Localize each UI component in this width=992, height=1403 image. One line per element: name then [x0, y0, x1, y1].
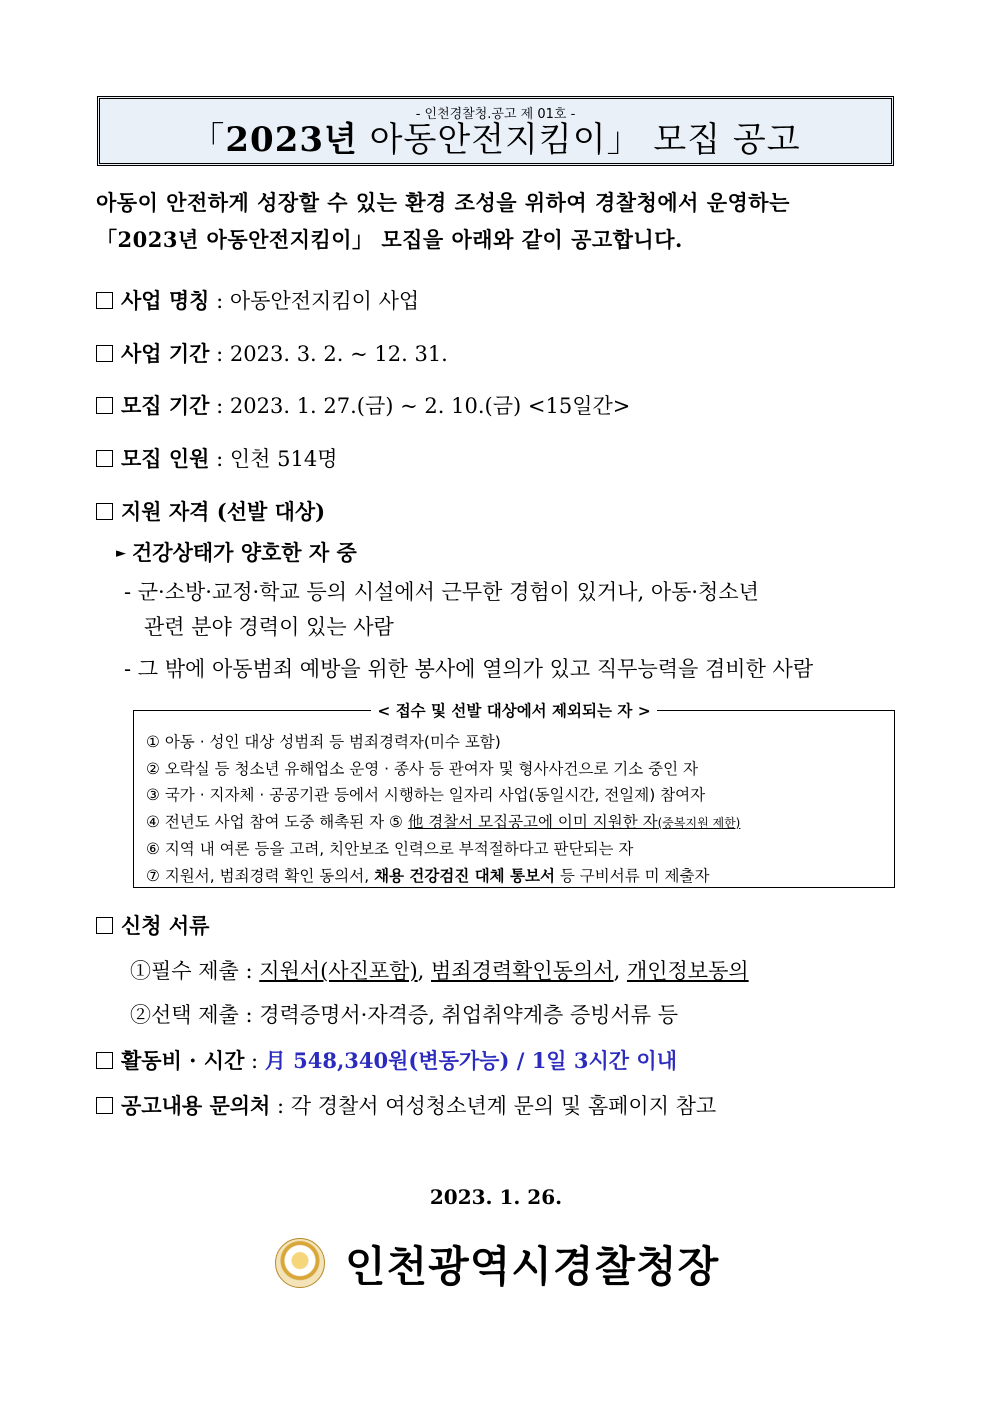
notice-date: 2023. 1. 26.: [429, 1185, 563, 1209]
exclusion-box: [133, 702, 895, 888]
checkbox-icon: [96, 345, 113, 362]
notice-number: - 인천경찰청.공고 제 01호 -: [415, 107, 576, 122]
intro-paragraph: 아동이 안전하게 성장할 수 있는 환경 조성을 위하여 경찰청에서 운영하는 「2023년 아동안전지킴이」 모집을 아래와 같이 공고합니다.: [96, 190, 790, 252]
exclusion-row: ② 오락실 등 청소년 유해업소 운영 · 종사 등 관여자 및 형사사건으로 기소 중인 자: [146, 759, 698, 778]
required-documents: ①필수 제출 : 지원서(사진포함), 범죄경력확인동의서, 개인정보동의: [130, 959, 749, 983]
checkbox-icon: [96, 450, 113, 467]
checkbox-icon: [96, 1097, 113, 1114]
triangle-bullet-icon: ►: [116, 546, 126, 561]
issuer-signature: [275, 1232, 725, 1294]
exclusion-row: ⑥ 지역 내 여론 등을 고려, 치안보조 인력으로 부적절하다고 판단되는 자: [146, 840, 634, 858]
checkbox-icon: [96, 397, 113, 414]
checkbox-icon: [96, 1052, 113, 1069]
qualification-bullet-2: - 그 밖에 아동범죄 예방을 위한 봉사에 열의가 있고 직무능력을 겸비한 사람: [124, 657, 814, 681]
qualification-bullet-1: - 군·소방·교정·학교 등의 시설에서 근무한 경험이 있거나, 아동·청소년 관련 분야 경력이 있는 사람: [124, 580, 759, 639]
page-title: 「2023년 아동안전지킴이」 모집 공고: [190, 120, 801, 160]
exclusion-header: < 접수 및 선발 대상에서 제외되는 자 >: [371, 702, 656, 720]
documents-item: 신청 서류: [96, 910, 209, 940]
checkbox-icon: [96, 292, 113, 309]
exclusion-row: ⑦ 지원서, 범죄경력 확인 동의서, 채용 건강검진 대체 통보서 등 구비서류 미 제출자: [146, 866, 710, 885]
recruit-period-item: 모집 기간 : 2023. 1. 27.(금) ~ 2. 10.(금) <15일간>: [96, 390, 630, 420]
headcount-item: 모집 인원 : 인천 514명: [96, 443, 338, 473]
optional-documents: ②선택 제출 : 경력증명서·자격증, 취업취약계층 증빙서류 등: [130, 1003, 679, 1027]
exclusion-row: ④ 전년도 사업 참여 도중 해촉된 자 ⑤ 他 경찰서 모집공고에 이미 지원한 자(중복지원 제한): [146, 812, 741, 831]
qualification-item: 지원 자격 (선발 대상): [96, 496, 325, 526]
activity-item: 활동비 · 시간 : 月 548,340원(변동가능) / 1일 3시간 이내: [96, 1045, 677, 1075]
issuer-name: 인천광역시경찰청장: [345, 1242, 720, 1291]
exclusion-row: ③ 국가 · 지자체 · 공공기관 등에서 시행하는 일자리 사업(동일시간, 전일제) 참여자: [146, 786, 706, 804]
exclusion-row: ① 아동 · 성인 대상 성범죄 등 범죄경력자(미수 포함): [146, 733, 501, 751]
project-name-item: 사업 명칭 : 아동안전지킴이 사업: [96, 285, 419, 315]
inquiry-item: 공고내용 문의처 : 각 경찰서 여성청소년계 문의 및 홈페이지 참고: [96, 1090, 716, 1120]
checkbox-icon: [96, 503, 113, 520]
qualification-heading: ► 건강상태가 양호한 자 중: [116, 540, 357, 565]
notice-title-box: [97, 96, 894, 166]
project-period-item: 사업 기간 : 2023. 3. 2. ~ 12. 31.: [96, 338, 448, 368]
police-emblem-icon: [275, 1238, 325, 1288]
checkbox-icon: [96, 917, 113, 934]
